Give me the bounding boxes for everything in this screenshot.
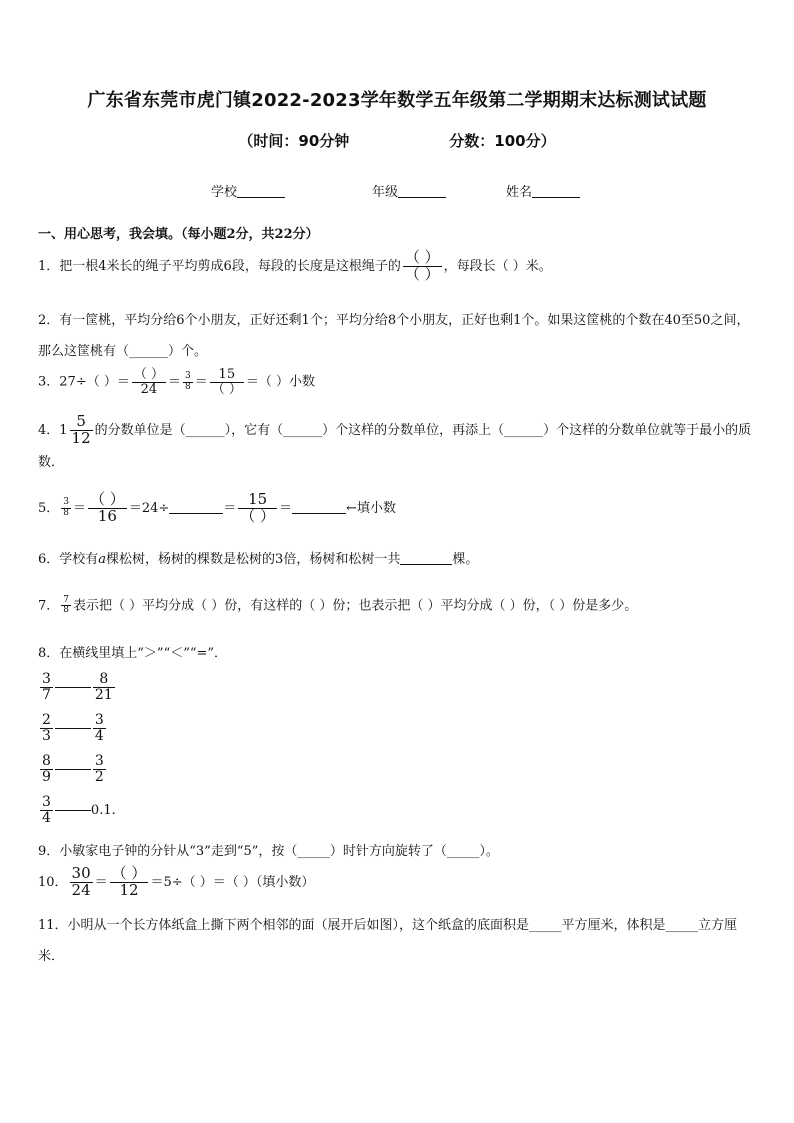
q8-blank — [55, 728, 91, 729]
name-label: 姓名 — [506, 185, 533, 200]
q5-blank-2 — [292, 501, 346, 514]
q5-blank-1 — [169, 501, 223, 514]
school-field — [211, 181, 285, 200]
q8-item: $\frac{3}{4}$ 0.1. — [42, 794, 116, 826]
q7-fraction: $\frac{7}{8}$ — [63, 595, 70, 616]
q8-item: $\frac{8}{9}$ $\frac{3}{2}$ — [42, 753, 104, 785]
score-label: 分数：100分） — [449, 132, 556, 150]
q5-fraction-1: $\frac{3}{8}$ — [63, 497, 70, 518]
q3-fraction-3: $\frac{15}{( )}$ — [211, 367, 242, 397]
page-title: 广东省东莞市虎门镇2022-2023学年数学五年级第二学期期末达标测试试题 — [87, 90, 707, 111]
question-6: 6．学校有a棵松树，杨树的棵数是松树的3倍，杨树和松树一共 棵。 — [38, 552, 479, 567]
q10-fraction-1: $\frac{30}{24}$ — [71, 864, 91, 899]
question-4: 4．1 $\frac{5}{12}$ 的分数单位是（______），它有（______）个这样的分数单位，再添上（______）个这样的分数单位就等于最小的质数． — [38, 412, 752, 470]
grade-blank — [398, 185, 446, 198]
question-2: 2．有一筐桃，平均分给6个小朋友，正好还剩1个；平均分给8个小朋友，正好也剩1个。如果这筐桃的个数在40至50之间，那么这筐桃有（______）个。 — [38, 313, 750, 359]
q6-blank — [400, 552, 452, 565]
q3-fraction-2: $\frac{3}{8}$ — [185, 371, 191, 392]
question-7: 7． $\frac{7}{8}$ 表示把（ ）平均分成（ ）份，有这样的（ ）份；也表示把（ ）平均分成（ ）份，（ ）份是多少。 — [38, 595, 638, 616]
grade-field — [372, 181, 446, 200]
q8-item: $\frac{3}{7}$ $\frac{8}{21}$ — [42, 671, 113, 703]
q1-text-end: ，每段长（ ）米。 — [443, 258, 552, 274]
question-11: 11．小明从一个长方体纸盒上撕下两个相邻的面（展开后如图），这个纸盒的底面积是_____平方厘米，体积是_____立方厘米． — [38, 918, 738, 964]
q5-fraction-3: $\frac{15}{( )}$ — [240, 490, 276, 525]
question-3: 3．27÷（ ）＝ $\frac{( )}{24}$ ＝ $\frac{3}{8}$ ＝ $\frac{15}{( )}$ ＝（ ）小数 — [38, 367, 316, 397]
q5-fraction-2: $\frac{( )}{16}$ — [90, 490, 125, 525]
name-field — [506, 181, 580, 200]
q6-variable: a — [98, 552, 107, 567]
q8-blank — [55, 687, 91, 688]
q1-fraction: $\frac{( )}{( )}$ — [404, 248, 440, 283]
q1-text: 1．把一根4米长的绳子平均剪成6段，每段的长度是这根绳子的 — [38, 258, 401, 274]
q8-blank — [55, 769, 91, 770]
question-5: 5． $\frac{3}{8}$ ＝ $\frac{( )}{16}$ ＝24÷ ＝ $\frac{15}{( )}$ ＝ ←填小数 — [38, 490, 396, 525]
grade-label: 年级 — [372, 185, 399, 200]
section-heading: 一、用心思考，我会填。（每小题2分，共22分） — [38, 227, 319, 242]
question-9: 9．小敏家电子钟的分针从“3”走到“5”，按（_____）时针方向旋转了（_____）。 — [38, 844, 499, 859]
q8-blank — [55, 810, 91, 811]
name-blank — [532, 185, 580, 198]
exam-subtitle — [0, 130, 794, 151]
school-blank — [237, 185, 285, 198]
question-10: 10． $\frac{30}{24}$ ＝ $\frac{( )}{12}$ ＝5÷（ ）＝（ ）（填小数） — [38, 864, 315, 899]
time-label: （时间：90分钟 — [238, 132, 350, 150]
q10-fraction-2: $\frac{( )}{12}$ — [111, 864, 147, 899]
question-8: 8．在横线里填上“＞”“＜”“=”． — [38, 646, 228, 661]
q4-fraction: $\frac{5}{12}$ — [71, 412, 91, 447]
school-label: 学校 — [211, 185, 238, 200]
q8-item: $\frac{2}{3}$ $\frac{3}{4}$ — [42, 712, 104, 744]
q3-fraction-1: $\frac{( )}{24}$ — [133, 367, 164, 397]
question-1 — [38, 250, 552, 283]
